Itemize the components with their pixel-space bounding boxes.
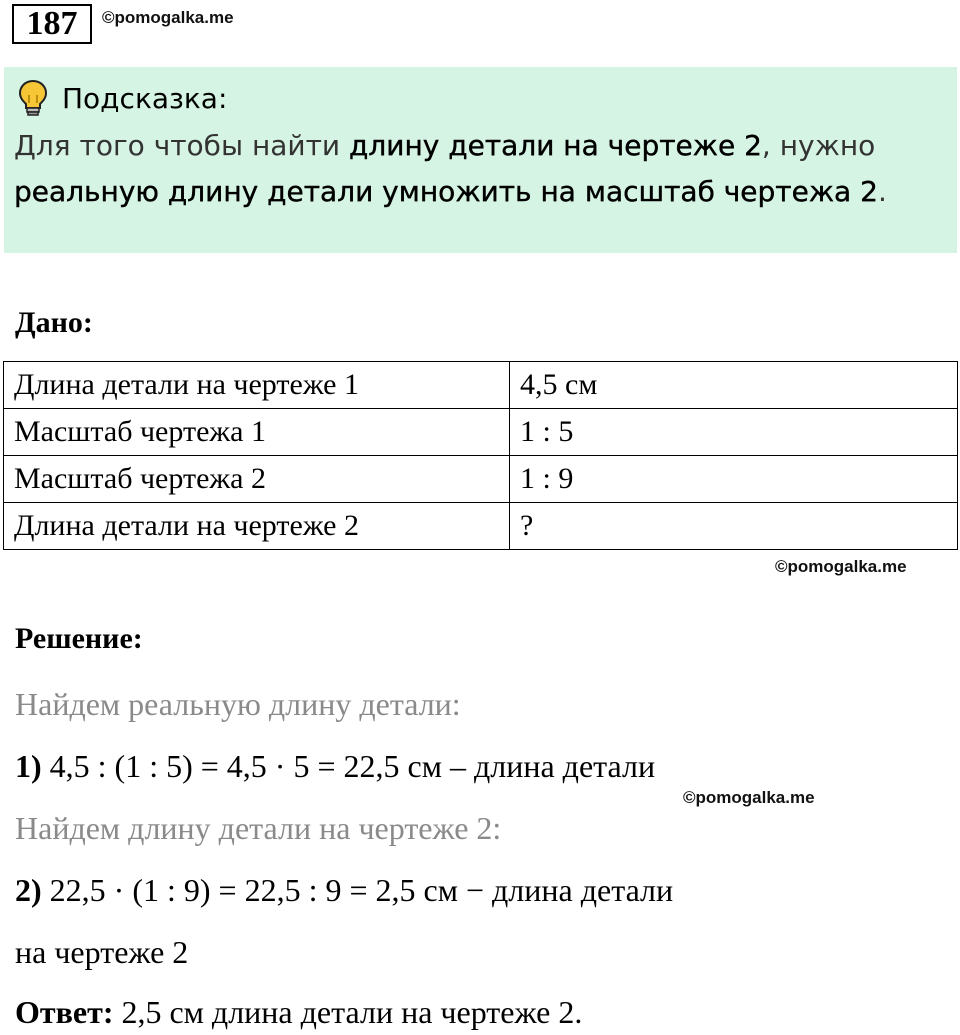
step2-number: 2) (15, 872, 42, 908)
solution-heading: Решение: (15, 622, 143, 655)
watermark: ©pomogalka.me (775, 557, 907, 576)
step1-line (15, 748, 655, 785)
step2-note: Найдем длину детали на чертеже 2: (15, 810, 502, 846)
hint-box (4, 67, 957, 253)
hint-text-emphasis: длину детали на чертеже 2 (349, 129, 762, 162)
step1-expression: 4,5 : (1 : 5) = 4,5 · 5 = 22,5 см – длина детали (41, 748, 656, 784)
given-heading: Дано: (15, 306, 93, 339)
watermark: ©pomogalka.me (102, 8, 234, 27)
answer-label: Ответ: (15, 994, 114, 1030)
hint-title-text: Подсказка: (62, 81, 228, 115)
answer-text: 2,5 см длина детали на чертеже 2. (113, 994, 583, 1030)
lightbulb-icon (18, 79, 48, 117)
step1-note: Найдем реальную длину детали: (15, 686, 461, 722)
table-cell-value: 4,5 см (510, 362, 958, 409)
table-cell-label: Длина детали на чертеже 1 (4, 362, 510, 409)
hint-text-part: Для того чтобы найти (14, 129, 350, 162)
table-cell-label: Масштаб чертежа 1 (4, 409, 510, 456)
watermark: ©pomogalka.me (683, 788, 815, 807)
hint-title (18, 79, 227, 117)
step2-line (15, 872, 673, 909)
table-row (4, 362, 958, 409)
step2-continuation: на чертеже 2 (15, 934, 189, 970)
step2-expression: 22,5 · (1 : 9) = 22,5 : 9 = 2,5 см − длина детали (41, 872, 674, 908)
hint-text-emphasis: реальную длину детали умножить на масштаб чертежа 2 (14, 175, 878, 208)
hint-text-part: , нужно (761, 129, 876, 162)
table-row (4, 409, 958, 456)
given-table (3, 361, 958, 550)
step1-number: 1) (15, 748, 42, 784)
table-row (4, 456, 958, 503)
table-cell-value: 1 : 5 (510, 409, 958, 456)
table-row (4, 503, 958, 550)
answer-line (15, 994, 582, 1031)
table-cell-value: ? (510, 503, 958, 550)
hint-text-part: . (877, 175, 887, 208)
hint-text (14, 123, 944, 215)
table-cell-label: Длина детали на чертеже 2 (4, 503, 510, 550)
task-number: 187 (12, 4, 92, 44)
table-cell-label: Масштаб чертежа 2 (4, 456, 510, 503)
table-cell-value: 1 : 9 (510, 456, 958, 503)
